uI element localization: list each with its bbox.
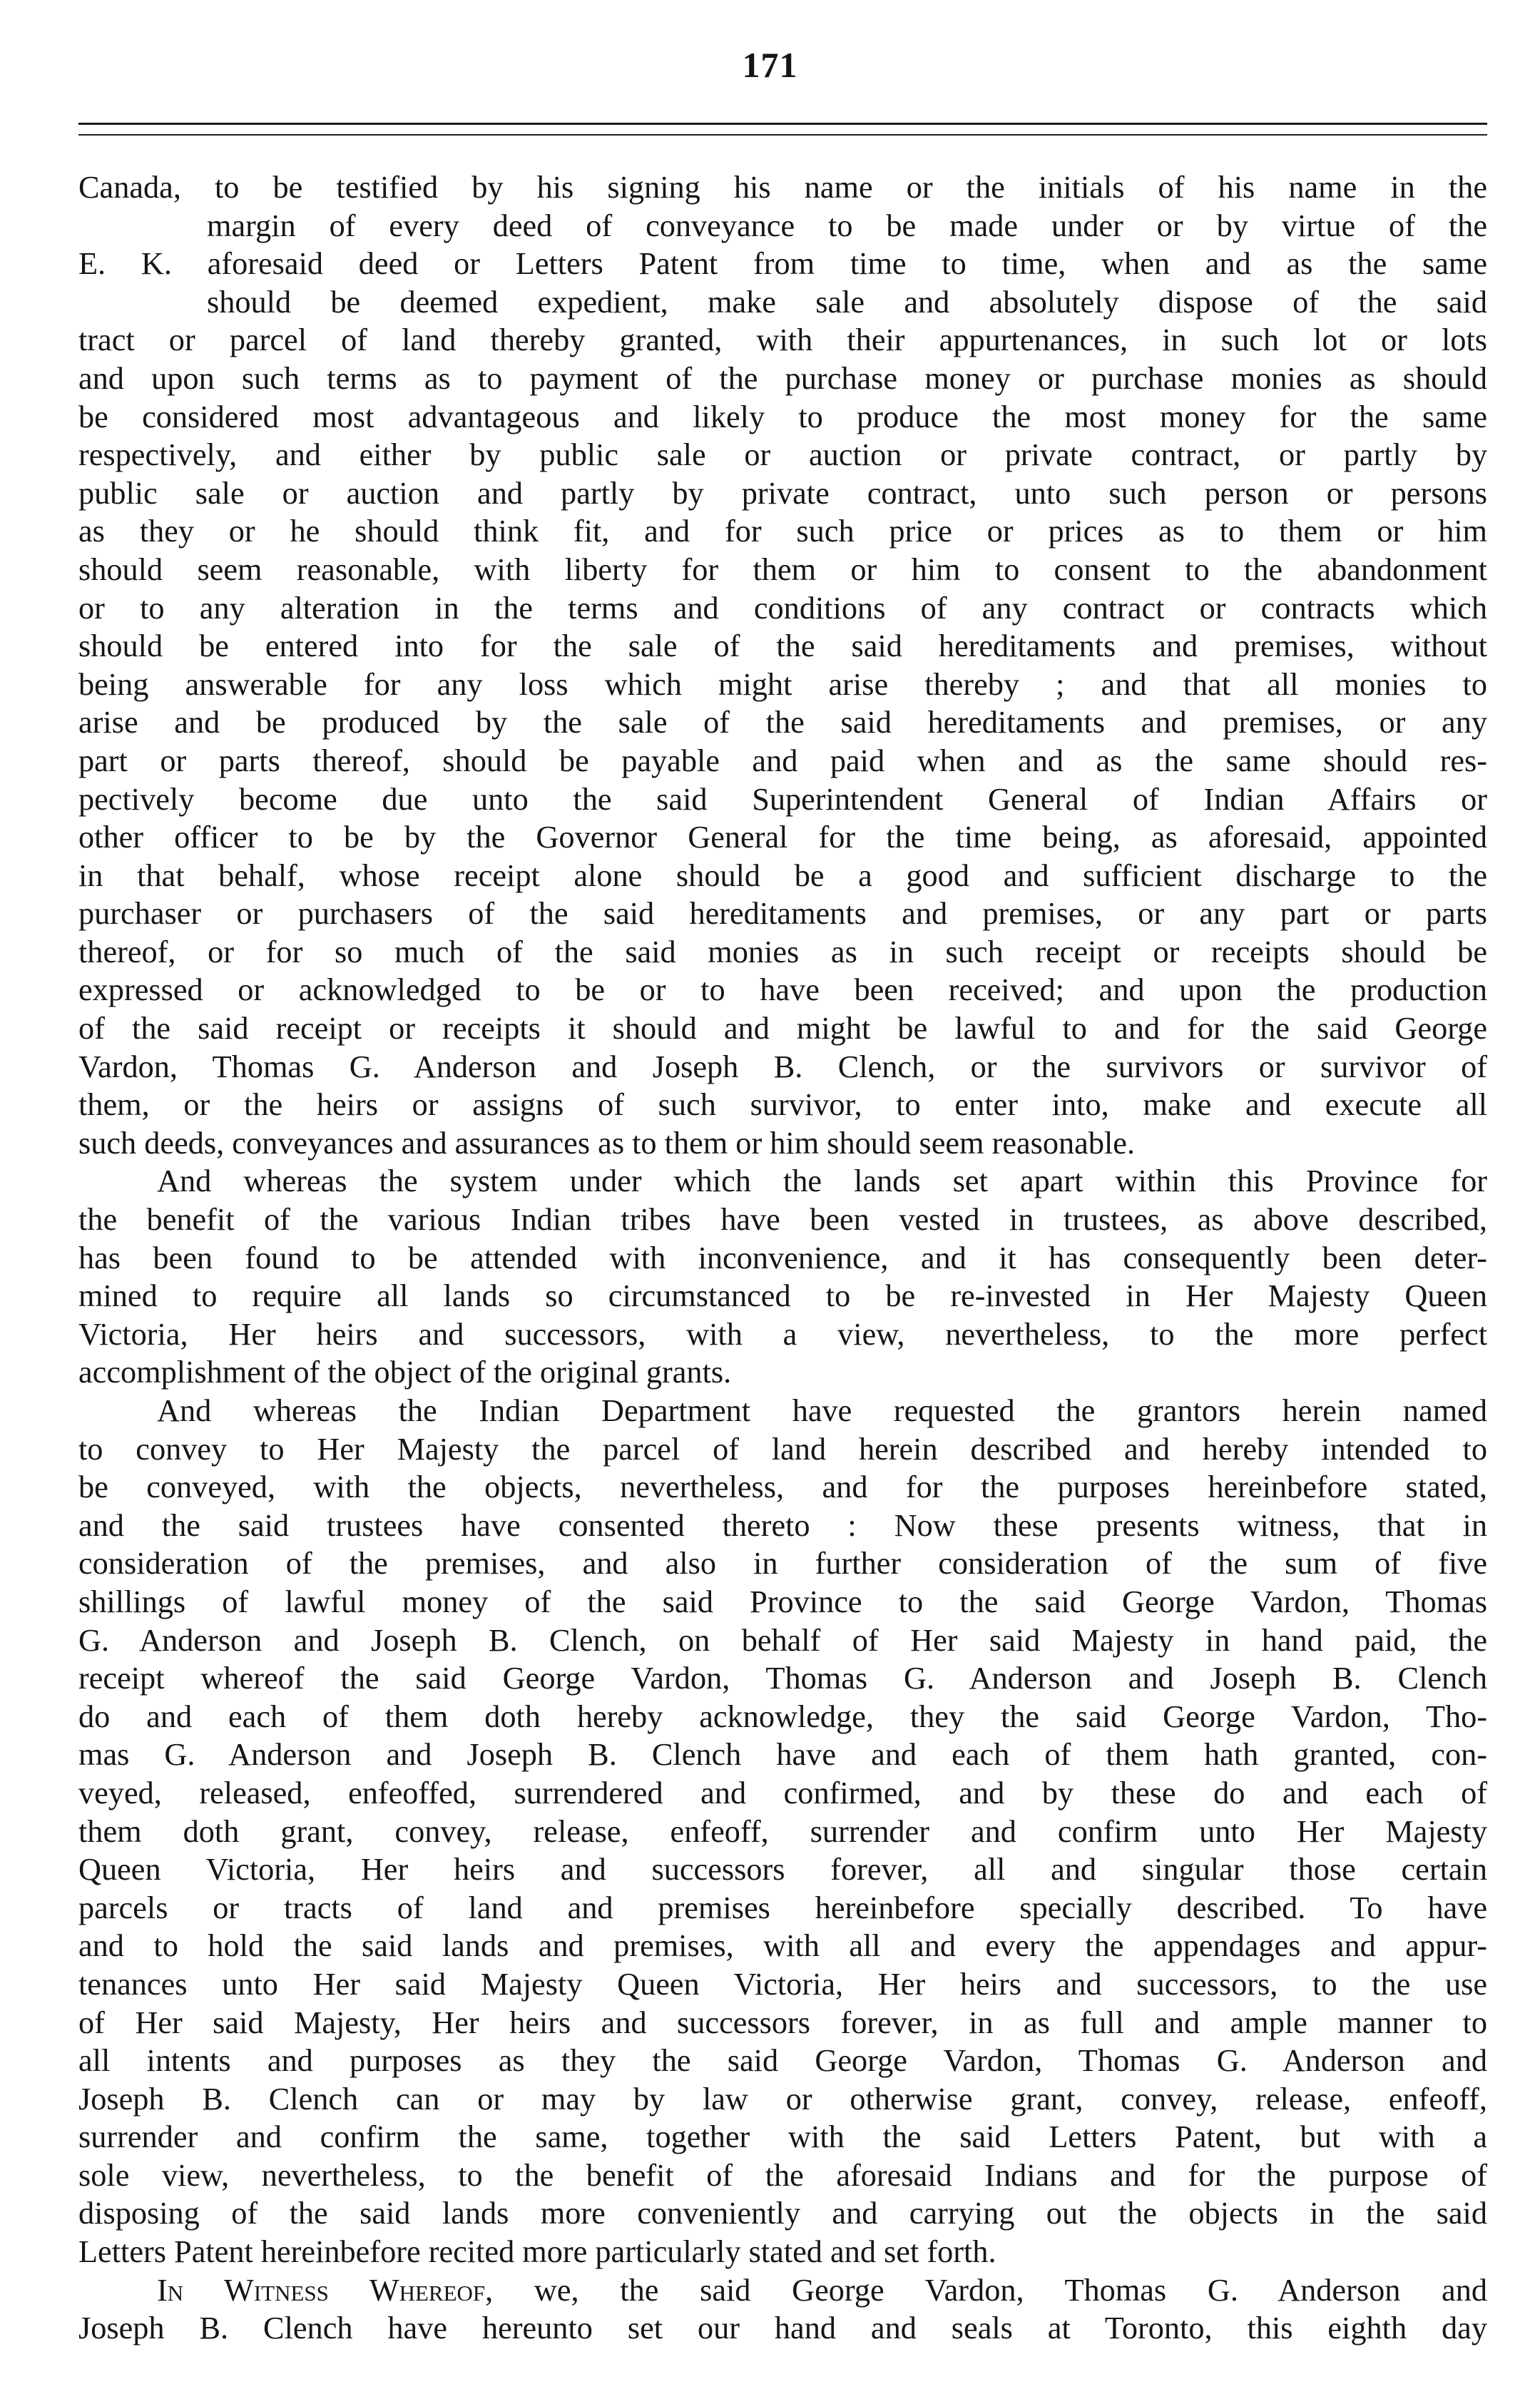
witness-lead: In Witness Whereof, [157, 2272, 494, 2308]
text-line: should be deemed expedient, make sale and absolutely dispose of the said [207, 284, 1487, 320]
text-line: Victoria, Her heirs and successors, with a view, nevertheless, to the more perfect [78, 1316, 1487, 1352]
text-line: and to hold the said lands and premises, with all and every the appendages and appur- [78, 1928, 1487, 1964]
text-line: sole view, nevertheless, to the benefit of the aforesaid Indians and for the purpose of [78, 2157, 1487, 2193]
text-line: margin of every deed of conveyance to be made under or by virtue of the [207, 208, 1487, 243]
text-line: accomplishment of the object of the original grants. [78, 1355, 732, 1390]
text-line: Letters Patent hereinbefore recited more particularly stated and set forth. [78, 2234, 996, 2270]
text-line: pectively become due unto the said Superintendent General of Indian Affairs or [78, 781, 1487, 817]
text-line: do and each of them doth hereby acknowledge, they the said George Vardon, Tho- [78, 1698, 1487, 1734]
text-line: and upon such terms as to payment of the purchase money or purchase monies as should [78, 360, 1487, 396]
text-line: E. K. aforesaid deed or Letters Patent from time to time, when and as the same [78, 246, 1487, 282]
text-line: respectively, and either by public sale or auction or private contract, or partly by [78, 437, 1487, 473]
text-line: surrender and confirm the same, together with the said Letters Patent, but with a [78, 2119, 1487, 2155]
paragraph [78, 168, 1487, 1162]
text-line: to convey to Her Majesty the parcel of land herein described and hereby intended to [78, 1431, 1487, 1467]
text-line: parcels or tracts of land and premises hereinbefore specially described. To have [78, 1890, 1487, 1925]
text-line: Queen Victoria, Her heirs and successors forever, all and singular those certain [78, 1852, 1487, 1888]
text-line: and the said trustees have consented thereto : Now these presents witness, that in [78, 1507, 1487, 1543]
page-number: 171 [742, 45, 798, 85]
text-line: consideration of the premises, and also in further consideration of the sum of five [78, 1546, 1487, 1582]
paragraph [78, 1392, 1487, 2271]
text-line: thereof, or for so much of the said monies as in such receipt or receipts should be [78, 934, 1487, 969]
text-line: Vardon, Thomas G. Anderson and Joseph B. Clench, or the survivors or survivor of [78, 1049, 1487, 1084]
text-line: And whereas the Indian Department have requested the grantors herein named [157, 1393, 1487, 1428]
text-line: Joseph B. Clench can or may by law or otherwise grant, convey, release, enfeoff, [78, 2081, 1487, 2117]
text-line: should be entered into for the sale of the said hereditaments and premises, without [78, 628, 1487, 664]
text-line: Joseph B. Clench have hereunto set our hand and seals at Toronto, this eighth day [78, 2311, 1487, 2346]
text-line: And whereas the system under which the lands set apart within this Province for [157, 1163, 1487, 1199]
text-line: Canada, to be testified by his signing his name or the initials of his name in the [78, 170, 1487, 205]
text-line: expressed or acknowledged to be or to have been received; and upon the production [78, 972, 1487, 1008]
text-line: be considered most advantageous and likely to produce the most money for the same [78, 399, 1487, 434]
text-line: mas G. Anderson and Joseph B. Clench have and each of them hath granted, con- [78, 1737, 1487, 1773]
text-line: them doth grant, convey, release, enfeoff, surrender and confirm unto Her Majesty [78, 1813, 1487, 1849]
paragraph [78, 2271, 1487, 2348]
text-line: being answerable for any loss which might arise thereby ; and that all monies to [78, 666, 1487, 702]
header-rule-bottom [78, 134, 1487, 136]
text-line: veyed, released, enfeoffed, surrendered and confirmed, and by these do and each of [78, 1775, 1487, 1810]
document-body [78, 168, 1487, 2365]
text-line: purchaser or purchasers of the said hereditaments and premises, or any part or parts [78, 896, 1487, 932]
text-line: has been found to be attended with inconvenience, and it has consequently been deter- [78, 1240, 1487, 1275]
text-line: arise and be produced by the sale of the said hereditaments and premises, or any [78, 705, 1487, 740]
text-line: tract or parcel of land thereby granted, with their appurtenances, in such lot or lots [78, 322, 1487, 358]
text-line: the benefit of the various Indian tribes have been vested in trustees, as above described, [78, 1202, 1487, 1238]
text-fragment: we, the said George Vardon, Thomas G. Anderson and [493, 2272, 1487, 2308]
text-line: of the said receipt or receipts it should and might be lawful to and for the said George [78, 1011, 1487, 1046]
text-line: mined to require all lands so circumstanced to be re-invested in Her Majesty Queen [78, 1278, 1487, 1314]
text-line: shillings of lawful money of the said Province to the said George Vardon, Thomas [78, 1584, 1487, 1619]
text-line: be conveyed, with the objects, nevertheless, and for the purposes hereinbefore stated, [78, 1470, 1487, 1505]
text-line [78, 2271, 1487, 2310]
text-line: in that behalf, whose receipt alone should be a good and sufficient discharge to the [78, 857, 1487, 893]
text-line: of Her said Majesty, Her heirs and successors forever, in as full and ample manner to [78, 2005, 1487, 2040]
text-line: should seem reasonable, with liberty for them or him to consent to the abandonment [78, 551, 1487, 587]
text-line: them, or the heirs or assigns of such survivor, to enter into, make and execute all [78, 1087, 1487, 1123]
text-line: or to any alteration in the terms and conditions of any contract or contracts which [78, 590, 1487, 626]
text-line: such deeds, conveyances and assurances as to them or him should seem reasonable. [78, 1125, 1136, 1161]
paragraph [78, 1162, 1487, 1392]
text-line: as they or he should think fit, and for such price or prices as to them or him [78, 514, 1487, 549]
text-line: public sale or auction and partly by private contract, unto such person or persons [78, 475, 1487, 511]
text-line: all intents and purposes as they the said George Vardon, Thomas G. Anderson and [78, 2043, 1487, 2079]
text-line: G. Anderson and Joseph B. Clench, on behalf of Her said Majesty in hand paid, the [78, 1622, 1487, 1658]
header-rule-top [78, 123, 1487, 125]
text-line: disposing of the said lands more conveniently and carrying out the objects in the said [78, 2196, 1487, 2231]
text-line: other officer to be by the Governor General for the time being, as aforesaid, appointed [78, 820, 1487, 855]
text-line: receipt whereof the said George Vardon, Thomas G. Anderson and Joseph B. Clench [78, 1661, 1487, 1696]
text-line: part or parts thereof, should be payable and paid when and as the same should res- [78, 743, 1487, 778]
text-line: tenances unto Her said Majesty Queen Victoria, Her heirs and successors, to the use [78, 1966, 1487, 2002]
